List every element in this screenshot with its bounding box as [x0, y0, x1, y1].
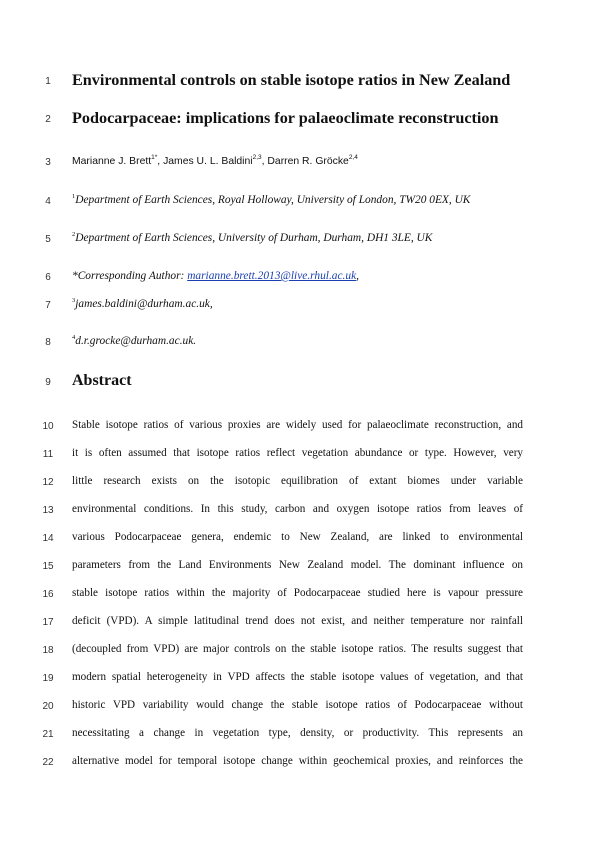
author-name: James U. L. Baldini [163, 156, 253, 167]
email-3 [72, 298, 523, 310]
abstract-line: (decoupled from VPD) are major controls on the stable isotope ratios. The results suggest that [72, 643, 523, 655]
abstract-line: little research exists on the isotopic equilibration of extant biomes under variable [72, 475, 523, 487]
line-number: 5 [45, 234, 51, 245]
abstract-line: modern spatial heterogeneity in VPD affects the stable isotope values of vegetation, and that [72, 671, 523, 683]
author-separator: , [261, 156, 268, 167]
affiliation-mark: 3 [72, 297, 76, 304]
line-number: 4 [45, 196, 51, 207]
line-number: 10 [42, 421, 54, 432]
affiliation-text: Department of Earth Sciences, Royal Holloway, University of London, TW20 0EX, UK [75, 194, 471, 206]
abstract-line: historic VPD variability would change the stable isotope ratios of Podocarpaceae without [72, 699, 523, 711]
author-affiliation-mark: 2,3 [252, 154, 262, 161]
author-name: Darren R. Gröcke [267, 156, 349, 167]
author-list [72, 156, 523, 167]
line-number: 18 [42, 645, 54, 656]
corresponding-label: *Corresponding Author: [72, 270, 188, 282]
abstract-line: Stable isotope ratios of various proxies are widely used for palaeoclimate reconstruction, and [72, 419, 523, 431]
line-number: 20 [42, 701, 54, 712]
affiliation-mark: 1 [72, 193, 76, 200]
line-number: 15 [42, 561, 54, 572]
affiliation-mark: 2 [72, 231, 76, 238]
corresponding-email-link[interactable]: marianne.brett.2013@live.rhul.ac.uk [187, 270, 357, 282]
author-name: Marianne J. Brett [72, 156, 152, 167]
line-number: 11 [42, 449, 54, 460]
paper-title-line-2: Podocarpaceae: implications for palaeoclimate reconstruction [72, 109, 499, 127]
email-text: james.baldini@durham.ac.uk, [75, 298, 213, 310]
abstract-line: various Podocarpaceae genera, endemic to New Zealand, are linked to environmental [72, 531, 523, 543]
abstract-line: it is often assumed that isotope ratios reflect vegetation abundance or type. However, very [72, 447, 523, 459]
line-number: 17 [42, 617, 54, 628]
abstract-line: parameters from the Land Environments New Zealand model. The dominant influence on [72, 559, 523, 571]
line-number: 21 [42, 729, 54, 740]
abstract-line: environmental conditions. In this study, carbon and oxygen isotope ratios from leaves of [72, 503, 523, 515]
email-4 [72, 335, 523, 347]
line-number: 8 [45, 337, 51, 348]
line-number: 14 [42, 533, 54, 544]
line-number: 3 [45, 157, 51, 168]
corresponding-author [72, 270, 523, 282]
line-number: 19 [42, 673, 54, 684]
line-number: 2 [45, 114, 51, 125]
line-number: 9 [45, 377, 51, 388]
line-number: 7 [45, 300, 51, 311]
author-affiliation-mark: 2,4 [348, 154, 358, 161]
abstract-heading: Abstract [72, 372, 132, 389]
affiliation-mark: 4 [72, 334, 76, 341]
author-affiliation-mark: 1* [151, 154, 158, 161]
affiliation-2 [72, 232, 523, 244]
affiliation-1 [72, 194, 523, 206]
line-number: 22 [42, 757, 54, 768]
affiliation-text: Department of Earth Sciences, University of Durham, Durham, DH1 3LE, UK [75, 232, 433, 244]
line-number: 1 [45, 76, 51, 87]
author-separator: , [157, 156, 164, 167]
line-number: 13 [42, 505, 54, 516]
line-number: 16 [42, 589, 54, 600]
email-text: d.r.grocke@durham.ac.uk. [75, 335, 197, 347]
abstract-line: deficit (VPD). A simple latitudinal trend does not exist, and neither temperature nor rainfall [72, 615, 523, 627]
line-number: 6 [45, 272, 51, 283]
abstract-line: necessitating a change in vegetation type, density, or productivity. This represents an [72, 727, 523, 739]
abstract-line: alternative model for temporal isotope change within geochemical proxies, and reinforces the [72, 755, 523, 767]
abstract-line: stable isotope ratios within the majority of Podocarpaceae studied here is vapour pressure [72, 587, 523, 599]
line-number: 12 [42, 477, 54, 488]
corresponding-suffix: , [356, 270, 360, 282]
paper-title-line-1: Environmental controls on stable isotope ratios in New Zealand [72, 71, 511, 89]
